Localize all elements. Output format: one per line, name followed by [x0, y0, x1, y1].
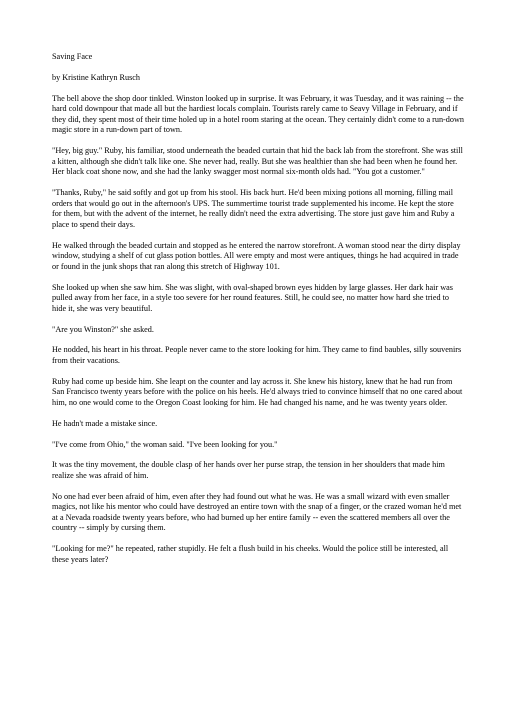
paragraph: Ruby had come up beside him. She leapt on the counter and lay across it. She knew his history, knew that he had run from San Francisco twenty years before with the police on his heels. He'd always tried to convince himself that no one cared about him, no one would come to the Oregon Coast looking for him. He had changed his name, and he was twenty years older.	[52, 376, 463, 407]
paragraph: He nodded, his heart in his throat. People never came to the store looking for him. They came to find baubles, silly souvenirs from their vacations.	[52, 345, 462, 365]
paragraph: "Are you Winston?" she asked.	[52, 324, 154, 334]
document-title: Saving Face	[52, 52, 93, 61]
paragraph: "I've come from Ohio," the woman said. "I've been looking for you."	[52, 439, 278, 449]
paragraph: "Thanks, Ruby," he said softly and got up from his stool. His back hurt. He'd been mixing potions all morning, filling mail orders that would go out in the afternoon's UPS. The summertime tourist trade supplemented his income. He kept the store for them, but with the advent of the internet, he really didn't need the extra advertising. The store just gave him and Ruby a place to spend their days.	[52, 188, 455, 229]
paragraph: The bell above the shop door tinkled. Winston looked up in surprise. It was February, it was Tuesday, and it was raining -- the hard cold downpour that made all but the hardiest locals complain. Tourists rarely came to Seavy Village in February, and if they did, they spent most of their time holed up in a hotel room staring at the ocean. They certainly didn't come to a run-down magic store in a run-down part of town.	[52, 93, 464, 135]
paragraph: "Looking for me?" he repeated, rather stupidly. He felt a flush build in his cheeks. Would the police still be interested, all these years later?	[52, 544, 449, 564]
paragraph: No one had ever been afraid of him, even after they had found out what he was. He was a small wizard with even smaller magics, not like his mentor who could have destroyed an entire town with the snap of a finger, or the crazed woman he'd met at a Nevada roadside twenty years before, who had burned up her entire family -- even the scattered members all over the country -- simply by cursing them.	[52, 491, 462, 533]
paragraph: He hadn't made a mistake since.	[52, 418, 158, 428]
paragraph: She looked up when she saw him. She was slight, with oval-shaped brown eyes hidden by large glasses. Her dark hair was pulled away from her face, in a style too severe for her round features. Still, he could see, no matter how hard she tried to hide it, she was very beautiful.	[52, 282, 453, 313]
document-page	[52, 52, 464, 576]
paragraph: "Hey, big guy." Ruby, his familiar, stood underneath the beaded curtain that hid the back lab from the storefront. She was still a kitten, although she didn't talk like one. She never had, really. But she was healthier than she had been when he found her. Her black coat shone now, and she had the lanky swagger most normal six-month olds had. "You got a customer."	[52, 146, 463, 177]
paragraph: He walked through the beaded curtain and stopped as he entered the narrow storefront. A woman stood near the dirty display window, studying a shelf of cut glass potion bottles. All were empty and most were antiques, things he had acquired in trade or found in the junk shops that ran along this stretch of Highway 101.	[52, 240, 461, 271]
paragraph: It was the tiny movement, the double clasp of her hands over her purse strap, the tension in her shoulders that made him realize she was afraid of him.	[52, 460, 445, 480]
document-byline: by Kristine Kathryn Rusch	[52, 72, 141, 82]
